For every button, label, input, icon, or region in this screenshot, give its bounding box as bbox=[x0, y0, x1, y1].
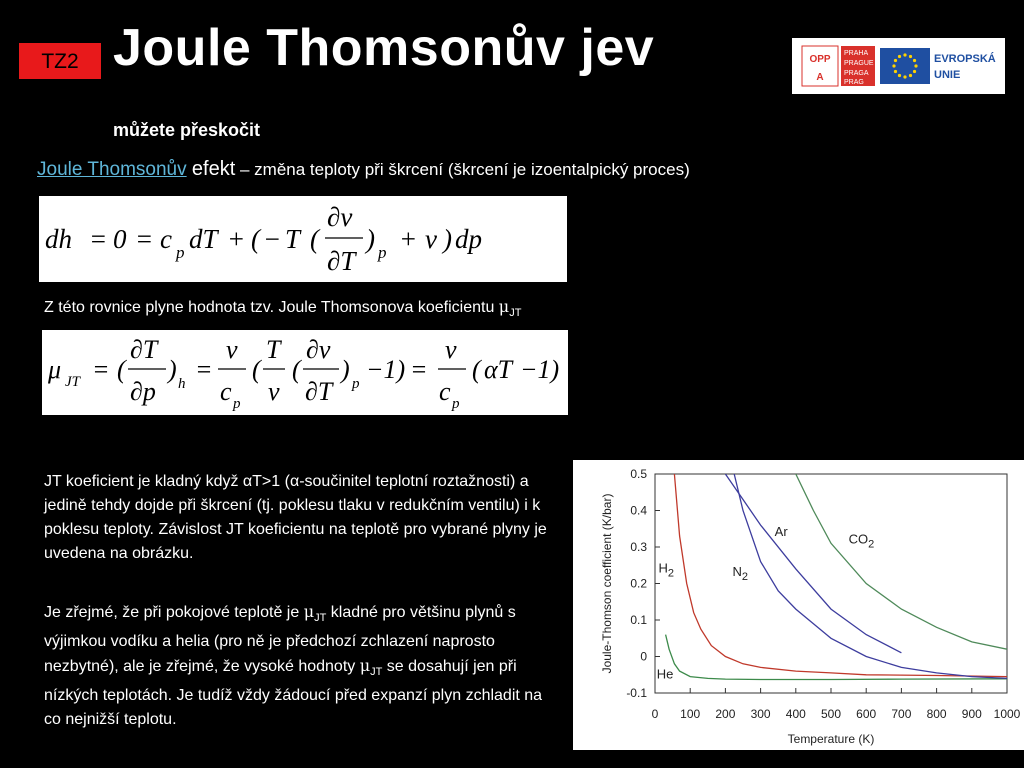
svg-text:∂T: ∂T bbox=[327, 246, 356, 276]
y-tick-label: 0.3 bbox=[630, 540, 647, 554]
x-tick-label: 1000 bbox=[993, 707, 1021, 721]
x-tick-label: 700 bbox=[891, 707, 912, 721]
slide-badge: TZ2 bbox=[18, 42, 102, 80]
svg-text:T: T bbox=[266, 335, 281, 364]
svg-text:p: p bbox=[233, 396, 241, 412]
logo-evropska-text: EVROPSKÁ bbox=[934, 53, 996, 65]
efekt-word: efekt bbox=[191, 158, 236, 180]
intro-definition: – změna teploty při škrcení (škrcení je izoentalpický proces) bbox=[235, 160, 690, 179]
svg-text:dT: dT bbox=[189, 224, 218, 254]
svg-text:∂v: ∂v bbox=[306, 335, 331, 364]
y-tick-label: 0.2 bbox=[630, 576, 647, 591]
series-label-co2: $CO_2$ bbox=[848, 531, 875, 551]
svg-text:p: p bbox=[378, 243, 387, 262]
mu-subscript-2: JT bbox=[314, 612, 327, 625]
svg-text:+: + bbox=[399, 224, 418, 254]
svg-text:(: ( bbox=[252, 355, 261, 384]
mu-symbol: μ bbox=[498, 297, 510, 316]
x-tick-label: 400 bbox=[785, 707, 806, 721]
logo-opp-text: OPP bbox=[809, 54, 831, 65]
x-tick-label: 800 bbox=[926, 707, 947, 721]
mu-symbol-2: μ bbox=[303, 602, 315, 621]
x-tick-label: 100 bbox=[680, 707, 701, 721]
series-line-h2 bbox=[674, 474, 1007, 677]
svg-text:c: c bbox=[439, 377, 451, 406]
svg-text:0: 0 bbox=[113, 224, 127, 254]
intro-line bbox=[37, 158, 690, 181]
svg-text:p: p bbox=[352, 376, 360, 392]
eu-star bbox=[913, 59, 916, 62]
svg-text:(: ( bbox=[310, 224, 319, 254]
coefficient-sentence bbox=[44, 297, 521, 319]
svg-text:−1): −1) bbox=[366, 355, 406, 384]
svg-text:): ) bbox=[443, 224, 452, 254]
svg-text:v: v bbox=[268, 377, 280, 406]
series-line-ar bbox=[725, 474, 901, 653]
skip-note: můžete přeskočit bbox=[113, 120, 261, 140]
svg-text:): ) bbox=[366, 224, 375, 254]
eu-star bbox=[909, 74, 912, 77]
jt-coefficient-chart bbox=[573, 460, 1024, 750]
series-label-n2: $N_2$ bbox=[732, 564, 748, 584]
series-line-n2 bbox=[734, 474, 1007, 678]
svg-text:∂v: ∂v bbox=[327, 202, 353, 232]
series-label-h2: $H_2$ bbox=[658, 560, 675, 580]
svg-text:): ) bbox=[168, 355, 177, 384]
y-tick-label: 0 bbox=[640, 649, 647, 664]
svg-text:∂T: ∂T bbox=[305, 377, 333, 406]
jt-explanation-paragraph: JT koeficient je kladný když αT>1 (α-součinitel teplotní roztažnosti) a jedině tehdy dojde při škrcení (tj. poklesu tlaku v redukčním ventilu) i k poklesu teploty. Závislost JT koeficientu na teplotě pro vybrané plyny je uvedena na obrázku. bbox=[44, 473, 547, 562]
svg-text:dp: dp bbox=[455, 224, 482, 254]
mu-symbol-3: μ bbox=[359, 656, 371, 676]
eu-star bbox=[903, 53, 906, 56]
svg-text:dh: dh bbox=[45, 224, 72, 254]
eu-logo bbox=[792, 38, 1005, 94]
svg-text:=: = bbox=[135, 224, 154, 254]
svg-text:c: c bbox=[160, 224, 172, 254]
eu-star bbox=[894, 70, 897, 73]
eu-star bbox=[903, 75, 906, 78]
svg-text:v: v bbox=[425, 224, 437, 254]
svg-text:v: v bbox=[226, 335, 238, 364]
svg-text:−1): −1) bbox=[520, 355, 560, 384]
mu-subscript-3: JT bbox=[370, 666, 383, 679]
eu-star bbox=[892, 64, 895, 67]
page-title: Joule Thomsonův jev bbox=[113, 19, 655, 77]
svg-text:v: v bbox=[445, 335, 457, 364]
svg-text:h: h bbox=[178, 376, 186, 392]
y-tick-label: 0.5 bbox=[630, 467, 647, 481]
plot-frame bbox=[655, 474, 1007, 693]
svg-text:(: ( bbox=[472, 355, 481, 384]
svg-text:c: c bbox=[220, 377, 232, 406]
svg-text:μ: μ bbox=[48, 355, 62, 384]
eu-star bbox=[894, 59, 897, 62]
para2-part-c: se dosahují jen při nízkých teplotách. Je tudíž vždy žádoucí před expanzí plyn zchladit na co nejnižší teplotu. bbox=[44, 658, 543, 729]
eu-star bbox=[898, 55, 901, 58]
svg-text:+: + bbox=[227, 224, 246, 254]
svg-text:=: = bbox=[195, 355, 213, 384]
svg-text:p: p bbox=[452, 396, 460, 412]
svg-text:−: − bbox=[263, 224, 282, 254]
series-label-he: He bbox=[656, 666, 674, 682]
x-tick-label: 200 bbox=[715, 707, 736, 721]
y-tick-label: 0.1 bbox=[630, 613, 647, 627]
room-temperature-paragraph bbox=[44, 600, 559, 732]
para2-part-b: kladné pro většinu plynů s výjimkou vodíku a helia (pro ně je předchozí zchlazení naprosto nezbytné), ale je zřejmé, že vysoké hodnoty bbox=[44, 604, 516, 676]
series-label-ar: Ar bbox=[774, 524, 788, 540]
svg-text:p: p bbox=[176, 243, 185, 262]
logo-praha-text: PRAHA bbox=[844, 50, 869, 57]
logo-prag-text: PRAG bbox=[844, 79, 864, 86]
enthalpy-equation bbox=[39, 196, 567, 282]
x-tick-label: 900 bbox=[961, 707, 982, 721]
y-tick-label: 0.4 bbox=[630, 503, 647, 518]
logo-a-text: A bbox=[816, 72, 824, 83]
series-line-co2 bbox=[796, 474, 1007, 649]
svg-text:=: = bbox=[410, 355, 428, 384]
x-tick-label: 300 bbox=[750, 707, 771, 721]
eu-star bbox=[898, 74, 901, 77]
eu-star bbox=[913, 70, 916, 73]
svg-text:): ) bbox=[341, 355, 350, 384]
logo-praga-text: PRAGA bbox=[844, 70, 869, 77]
eu-star bbox=[914, 64, 917, 67]
mu-subscript: JT bbox=[509, 307, 522, 320]
para2-part-a: Je zřejmé, že při pokojové teplotě je bbox=[44, 604, 304, 621]
svg-text:(: ( bbox=[251, 224, 260, 254]
svg-text:(: ( bbox=[117, 355, 126, 384]
joule-thomson-link[interactable]: Joule Thomsonův bbox=[37, 159, 187, 180]
logo-prague-text: PRAGUE bbox=[844, 60, 874, 67]
svg-text:JT: JT bbox=[65, 374, 80, 390]
svg-text:∂T: ∂T bbox=[130, 335, 158, 364]
jt-coefficient-equation bbox=[42, 330, 568, 415]
x-tick-label: 0 bbox=[651, 707, 659, 721]
coefficient-text: Z této rovnice plyne hodnota tzv. Joule Thomsonova koeficientu bbox=[44, 299, 499, 316]
logo-unie-text: UNIE bbox=[934, 69, 961, 81]
svg-text:∂p: ∂p bbox=[130, 377, 156, 406]
opp-a-logo-graphic bbox=[792, 38, 1005, 94]
x-axis-label: Temperature (K) bbox=[787, 732, 875, 746]
svg-text:T: T bbox=[285, 224, 301, 254]
svg-text:=: = bbox=[89, 224, 108, 254]
svg-text:=: = bbox=[92, 355, 110, 384]
x-tick-label: 600 bbox=[856, 707, 877, 721]
x-tick-label: 500 bbox=[820, 707, 842, 721]
y-axis-label: Joule-Thomson coefficient (K/bar) bbox=[600, 493, 614, 674]
svg-text:(: ( bbox=[292, 355, 301, 384]
y-tick-label: -0.1 bbox=[626, 686, 647, 700]
svg-text:αT: αT bbox=[484, 355, 513, 384]
eu-star bbox=[909, 55, 912, 58]
